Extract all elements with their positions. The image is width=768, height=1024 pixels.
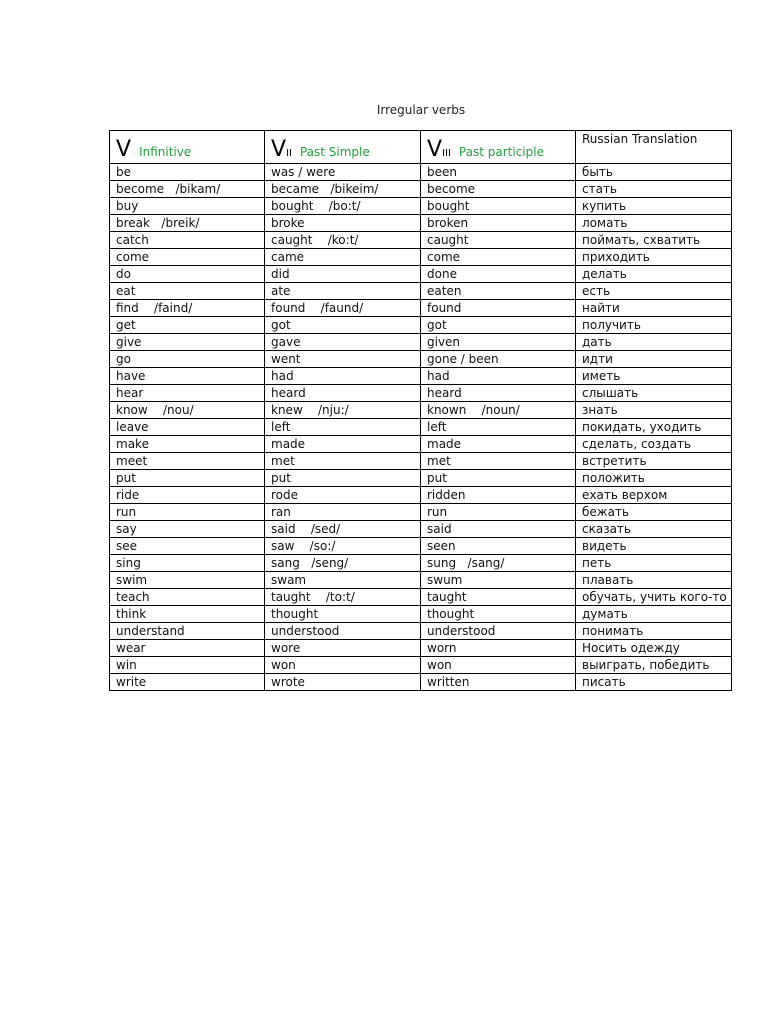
cell-russian-translation: приходить [576, 249, 732, 266]
table-row [110, 453, 732, 470]
table-row [110, 657, 732, 674]
cell-infinitive: wear [110, 640, 265, 657]
cell-past-participle: written [421, 674, 576, 691]
cell-infinitive: teach [110, 589, 265, 606]
cell-infinitive: find /faind/ [110, 300, 265, 317]
cell-past-participle: put [421, 470, 576, 487]
table-row [110, 470, 732, 487]
cell-infinitive: say [110, 521, 265, 538]
cell-russian-translation: обучать, учить кого-то [576, 589, 732, 606]
cell-past-participle: become [421, 181, 576, 198]
table-header-row [110, 131, 732, 164]
table-body [110, 164, 732, 691]
table-row [110, 487, 732, 504]
cell-past-participle: caught [421, 232, 576, 249]
header-past-simple-label: Past Simple [299, 145, 370, 159]
table-row [110, 300, 732, 317]
cell-infinitive: do [110, 266, 265, 283]
table-row [110, 198, 732, 215]
table-row [110, 317, 732, 334]
cell-past-simple: met [265, 453, 421, 470]
cell-past-simple: found /faund/ [265, 300, 421, 317]
cell-russian-translation: встретить [576, 453, 732, 470]
cell-russian-translation: есть [576, 283, 732, 300]
cell-past-simple: thought [265, 606, 421, 623]
cell-past-participle: run [421, 504, 576, 521]
cell-past-participle: known /noun/ [421, 402, 576, 419]
cell-russian-translation: сказать [576, 521, 732, 538]
header-past-participle-roman: V [427, 137, 443, 162]
header-past-simple-roman: V [271, 137, 287, 162]
cell-infinitive: catch [110, 232, 265, 249]
cell-past-simple: was / were [265, 164, 421, 181]
cell-past-simple: said /sed/ [265, 521, 421, 538]
cell-russian-translation: стать [576, 181, 732, 198]
table-row [110, 232, 732, 249]
cell-russian-translation: сделать, создать [576, 436, 732, 453]
cell-past-simple: heard [265, 385, 421, 402]
cell-infinitive: think [110, 606, 265, 623]
table-row [110, 572, 732, 589]
cell-past-simple: bought /bo:t/ [265, 198, 421, 215]
cell-past-simple: wore [265, 640, 421, 657]
cell-infinitive: buy [110, 198, 265, 215]
cell-past-simple: left [265, 419, 421, 436]
cell-infinitive: eat [110, 283, 265, 300]
header-russian-translation: Russian Translation [576, 131, 732, 164]
cell-infinitive: leave [110, 419, 265, 436]
cell-past-participle: given [421, 334, 576, 351]
cell-infinitive: be [110, 164, 265, 181]
cell-past-participle: gone / been [421, 351, 576, 368]
cell-infinitive: sing [110, 555, 265, 572]
cell-infinitive: win [110, 657, 265, 674]
table-row [110, 368, 732, 385]
cell-past-participle: thought [421, 606, 576, 623]
cell-past-participle: said [421, 521, 576, 538]
cell-russian-translation: слышать [576, 385, 732, 402]
cell-infinitive: hear [110, 385, 265, 402]
table-row [110, 538, 732, 555]
cell-past-participle: broken [421, 215, 576, 232]
cell-russian-translation: делать [576, 266, 732, 283]
table-row [110, 504, 732, 521]
table-row [110, 385, 732, 402]
cell-past-simple: had [265, 368, 421, 385]
table-row [110, 521, 732, 538]
cell-russian-translation: быть [576, 164, 732, 181]
cell-russian-translation: иметь [576, 368, 732, 385]
cell-russian-translation: бежать [576, 504, 732, 521]
cell-russian-translation: думать [576, 606, 732, 623]
cell-infinitive: know /nou/ [110, 402, 265, 419]
header-infinitive-roman: V [116, 137, 132, 162]
cell-past-participle: made [421, 436, 576, 453]
cell-past-participle: left [421, 419, 576, 436]
cell-past-simple: swam [265, 572, 421, 589]
cell-infinitive: write [110, 674, 265, 691]
cell-russian-translation: выиграть, победить [576, 657, 732, 674]
irregular-verbs-table [109, 130, 732, 691]
table-row [110, 623, 732, 640]
cell-infinitive: understand [110, 623, 265, 640]
cell-past-simple: knew /nju:/ [265, 402, 421, 419]
cell-past-participle: understood [421, 623, 576, 640]
cell-past-simple: put [265, 470, 421, 487]
header-past-participle-label: Past participle [458, 145, 544, 159]
cell-russian-translation: ехать верхом [576, 487, 732, 504]
cell-infinitive: put [110, 470, 265, 487]
table-row [110, 334, 732, 351]
cell-infinitive: meet [110, 453, 265, 470]
cell-russian-translation: петь [576, 555, 732, 572]
cell-past-participle: done [421, 266, 576, 283]
cell-past-participle: come [421, 249, 576, 266]
table-row [110, 419, 732, 436]
table-row [110, 436, 732, 453]
cell-past-participle: got [421, 317, 576, 334]
cell-past-participle: bought [421, 198, 576, 215]
cell-past-simple: won [265, 657, 421, 674]
cell-infinitive: get [110, 317, 265, 334]
cell-past-participle: ridden [421, 487, 576, 504]
cell-past-participle: been [421, 164, 576, 181]
cell-russian-translation: идти [576, 351, 732, 368]
table-row [110, 181, 732, 198]
cell-russian-translation: знать [576, 402, 732, 419]
cell-past-simple: rode [265, 487, 421, 504]
header-past-simple [265, 131, 421, 164]
cell-infinitive: go [110, 351, 265, 368]
header-past-participle-sub: III [442, 148, 451, 159]
cell-past-participle: had [421, 368, 576, 385]
table-row [110, 249, 732, 266]
cell-infinitive: have [110, 368, 265, 385]
table-row [110, 351, 732, 368]
cell-past-participle: met [421, 453, 576, 470]
cell-infinitive: break /breik/ [110, 215, 265, 232]
table-row [110, 402, 732, 419]
cell-past-simple: ran [265, 504, 421, 521]
cell-russian-translation: получить [576, 317, 732, 334]
table-row [110, 589, 732, 606]
cell-russian-translation: дать [576, 334, 732, 351]
cell-infinitive: come [110, 249, 265, 266]
table-row [110, 164, 732, 181]
cell-past-simple: saw /so:/ [265, 538, 421, 555]
cell-past-simple: wrote [265, 674, 421, 691]
cell-past-simple: sang /seng/ [265, 555, 421, 572]
cell-russian-translation: Носить одежду [576, 640, 732, 657]
cell-russian-translation: понимать [576, 623, 732, 640]
table-row [110, 555, 732, 572]
cell-past-participle: taught [421, 589, 576, 606]
cell-past-participle: worn [421, 640, 576, 657]
cell-past-simple: did [265, 266, 421, 283]
cell-past-participle: sung /sang/ [421, 555, 576, 572]
cell-infinitive: run [110, 504, 265, 521]
cell-past-simple: understood [265, 623, 421, 640]
cell-infinitive: swim [110, 572, 265, 589]
cell-past-simple: became /bikeim/ [265, 181, 421, 198]
cell-past-participle: eaten [421, 283, 576, 300]
header-infinitive [110, 131, 265, 164]
header-past-simple-sub: II [286, 148, 292, 159]
cell-past-participle: won [421, 657, 576, 674]
cell-russian-translation: писать [576, 674, 732, 691]
cell-russian-translation: поймать, схватить [576, 232, 732, 249]
table-row [110, 606, 732, 623]
cell-past-simple: ate [265, 283, 421, 300]
header-past-participle [421, 131, 576, 164]
table-row [110, 215, 732, 232]
cell-past-participle: swum [421, 572, 576, 589]
cell-past-simple: went [265, 351, 421, 368]
cell-past-simple: broke [265, 215, 421, 232]
cell-infinitive: become /bikam/ [110, 181, 265, 198]
table-row [110, 674, 732, 691]
cell-russian-translation: положить [576, 470, 732, 487]
header-infinitive-label: Infinitive [139, 145, 192, 159]
cell-past-simple: caught /ko:t/ [265, 232, 421, 249]
table-row [110, 640, 732, 657]
cell-past-participle: found [421, 300, 576, 317]
cell-past-simple: made [265, 436, 421, 453]
cell-past-simple: got [265, 317, 421, 334]
cell-past-simple: gave [265, 334, 421, 351]
cell-russian-translation: покидать, уходить [576, 419, 732, 436]
cell-past-participle: seen [421, 538, 576, 555]
table-row [110, 266, 732, 283]
cell-infinitive: ride [110, 487, 265, 504]
cell-past-simple: taught /to:t/ [265, 589, 421, 606]
cell-russian-translation: плавать [576, 572, 732, 589]
table-row [110, 283, 732, 300]
cell-past-simple: came [265, 249, 421, 266]
cell-russian-translation: найти [576, 300, 732, 317]
cell-infinitive: see [110, 538, 265, 555]
cell-infinitive: make [110, 436, 265, 453]
cell-infinitive: give [110, 334, 265, 351]
cell-russian-translation: ломать [576, 215, 732, 232]
cell-past-participle: heard [421, 385, 576, 402]
cell-russian-translation: купить [576, 198, 732, 215]
document-title: Irregular verbs [376, 103, 466, 117]
cell-russian-translation: видеть [576, 538, 732, 555]
